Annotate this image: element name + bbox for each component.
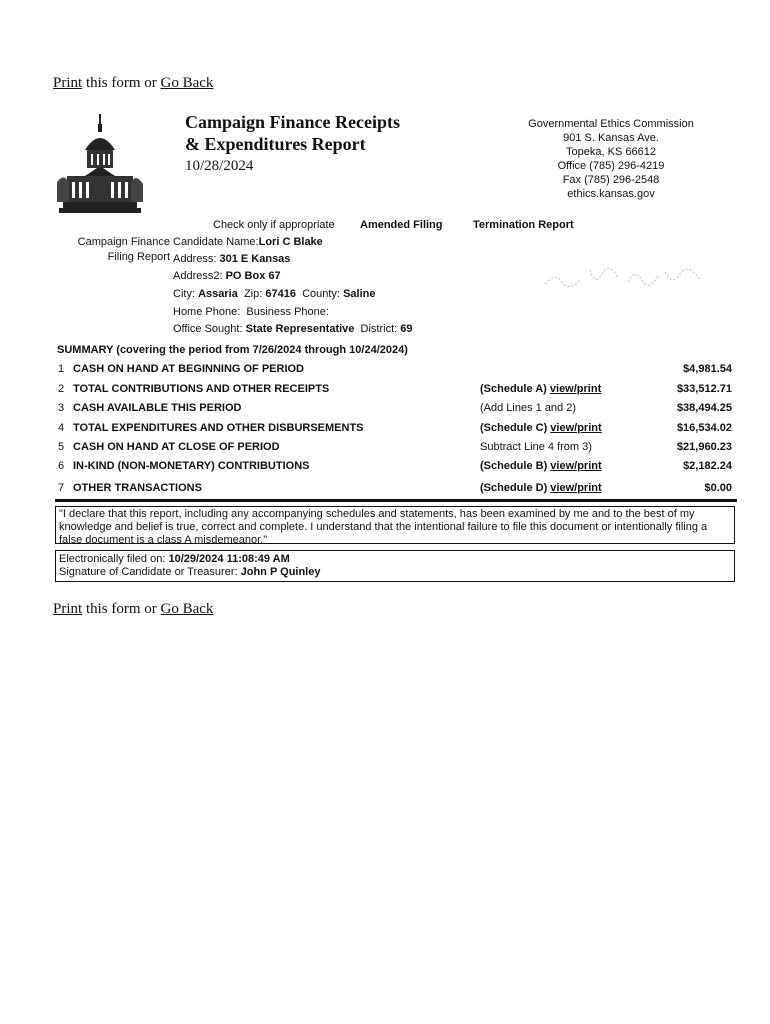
print-link-bottom[interactable]: Print	[53, 601, 83, 617]
home-phone-label: Home Phone:	[173, 306, 241, 318]
report-title	[185, 111, 400, 177]
declaration-box: "I declare that this report, including any accompanying schedules and statements, has been examined by me and to the best of my knowledge and belief is true, correct and complete. I understand that the intentional failure to file this document or intentionally filing a false document is a class A misdemeanor."	[55, 506, 735, 544]
termination-report-flag: Termination Report	[473, 219, 574, 231]
filed-on-value: 10/29/2024 11:08:49 AM	[168, 553, 290, 565]
nav-top	[53, 75, 213, 92]
candidate-name-label: Candidate Name:	[173, 236, 259, 248]
efile-box	[55, 550, 735, 582]
row-number: 7	[58, 482, 65, 494]
schedule-d-label: (Schedule D)	[480, 482, 548, 494]
commission-street: 901 S. Kansas Ave.	[563, 132, 659, 144]
summary-row	[55, 460, 737, 478]
summary-row	[55, 363, 737, 381]
schedule-c-view-print-link[interactable]: view/print	[550, 422, 602, 434]
row-amount: $4,981.54	[683, 363, 732, 375]
address2-label: Address2:	[173, 270, 223, 282]
filed-on-label: Electronically filed on:	[59, 553, 166, 565]
candidate-name-line	[173, 236, 323, 248]
signature-value: John P Quinley	[240, 566, 321, 578]
row-label: CASH ON HAND AT BEGINNING OF PERIOD	[73, 363, 305, 375]
commission-name: Governmental Ethics Commission	[528, 118, 694, 130]
district: 69	[400, 323, 413, 335]
row-note: (Add Lines 1 and 2)	[480, 402, 577, 414]
schedule-d-view-print-link[interactable]: view/print	[550, 482, 602, 494]
row-label: IN-KIND (NON-MONETARY) CONTRIBUTIONS	[73, 460, 310, 472]
schedule-a-label: (Schedule A)	[480, 383, 547, 395]
signature-label: Signature of Candidate or Treasurer:	[59, 566, 238, 578]
row-label: OTHER TRANSACTIONS	[73, 482, 202, 494]
city-label: City:	[173, 288, 195, 300]
row-number: 2	[58, 383, 65, 395]
nav-bottom	[53, 601, 213, 618]
county-label: County:	[302, 288, 340, 300]
nav-middle-text-bottom: this form or	[82, 601, 161, 617]
phone-line	[173, 306, 329, 318]
row-number: 4	[58, 422, 65, 434]
amended-filing-flag: Amended Filing	[360, 219, 443, 231]
office-sought: State Representative	[245, 323, 355, 335]
candidate-zip: 67416	[265, 288, 296, 300]
row-number: 5	[58, 441, 65, 453]
commission-fax: Fax (785) 296-2548	[562, 174, 660, 186]
capitol-building-icon	[55, 112, 145, 214]
zip-label: Zip:	[243, 288, 263, 300]
side-label-campaign-finance: Campaign Finance	[77, 236, 170, 248]
candidate-address2: PO Box 67	[225, 270, 281, 282]
office-sought-label: Office Sought:	[173, 323, 243, 335]
row-label: CASH AVAILABLE THIS PERIOD	[73, 402, 242, 414]
row-label: TOTAL EXPENDITURES AND OTHER DISBURSEMENTS	[73, 422, 364, 434]
schedule-b-label: (Schedule B)	[480, 460, 548, 472]
schedule-b-view-print-link[interactable]: view/print	[550, 460, 602, 472]
candidate-county: Saline	[343, 288, 376, 300]
candidate-address: 301 E Kansas	[219, 253, 291, 265]
summary-row	[55, 441, 737, 459]
report-date: 10/28/2024	[185, 158, 254, 174]
summary-row	[55, 482, 737, 500]
address-label: Address:	[173, 253, 217, 265]
row-number: 3	[58, 402, 65, 414]
district-label: District:	[360, 323, 398, 335]
divider	[55, 499, 737, 502]
print-link[interactable]: Print	[53, 75, 83, 91]
business-phone-label: Business Phone:	[246, 306, 329, 318]
report-title-line1: Campaign Finance Receipts	[185, 112, 400, 132]
go-back-link-bottom[interactable]: Go Back	[160, 601, 214, 617]
summary-row	[55, 422, 737, 440]
row-number: 6	[58, 460, 65, 472]
commission-website: ethics.kansas.gov	[567, 188, 655, 200]
summary-row	[55, 383, 737, 401]
row-schedule	[480, 383, 601, 395]
row-note: Subtract Line 4 from 3)	[480, 441, 592, 453]
check-note: Check only if appropriate	[213, 219, 335, 231]
signature-scribble-icon	[540, 262, 710, 292]
candidate-name: Lori C Blake	[258, 236, 323, 248]
commission-office-phone: Office (785) 296-4219	[557, 160, 665, 172]
side-label-filing-report: Filing Report	[107, 251, 170, 263]
schedule-c-label: (Schedule C)	[480, 422, 548, 434]
commission-info	[500, 117, 722, 201]
row-number: 1	[58, 363, 65, 375]
row-amount: $2,182.24	[683, 460, 732, 472]
candidate-city: Assaria	[198, 288, 238, 300]
row-amount: $0.00	[704, 482, 732, 494]
row-amount: $38,494.25	[676, 402, 732, 414]
go-back-link[interactable]: Go Back	[160, 75, 214, 91]
signature-line	[59, 566, 731, 579]
address2-line	[173, 270, 281, 282]
nav-middle-text: this form or	[82, 75, 161, 91]
row-amount: $21,960.23	[676, 441, 732, 453]
row-amount: $16,534.02	[676, 422, 732, 434]
row-label: TOTAL CONTRIBUTIONS AND OTHER RECEIPTS	[73, 383, 330, 395]
row-schedule	[480, 422, 602, 434]
row-schedule	[480, 482, 602, 494]
city-line	[173, 288, 375, 300]
filed-on-line	[59, 553, 731, 566]
office-sought-line	[173, 323, 413, 335]
row-schedule	[480, 460, 602, 472]
row-label: CASH ON HAND AT CLOSE OF PERIOD	[73, 441, 280, 453]
address-line	[173, 253, 290, 265]
commission-city: Topeka, KS 66612	[566, 146, 656, 158]
report-title-line2: & Expenditures Report	[185, 134, 366, 154]
summary-heading: SUMMARY (covering the period from 7/26/2024 through 10/24/2024)	[57, 344, 408, 356]
summary-row	[55, 402, 737, 420]
schedule-a-view-print-link[interactable]: view/print	[549, 383, 602, 395]
row-amount: $33,512.71	[676, 383, 732, 395]
